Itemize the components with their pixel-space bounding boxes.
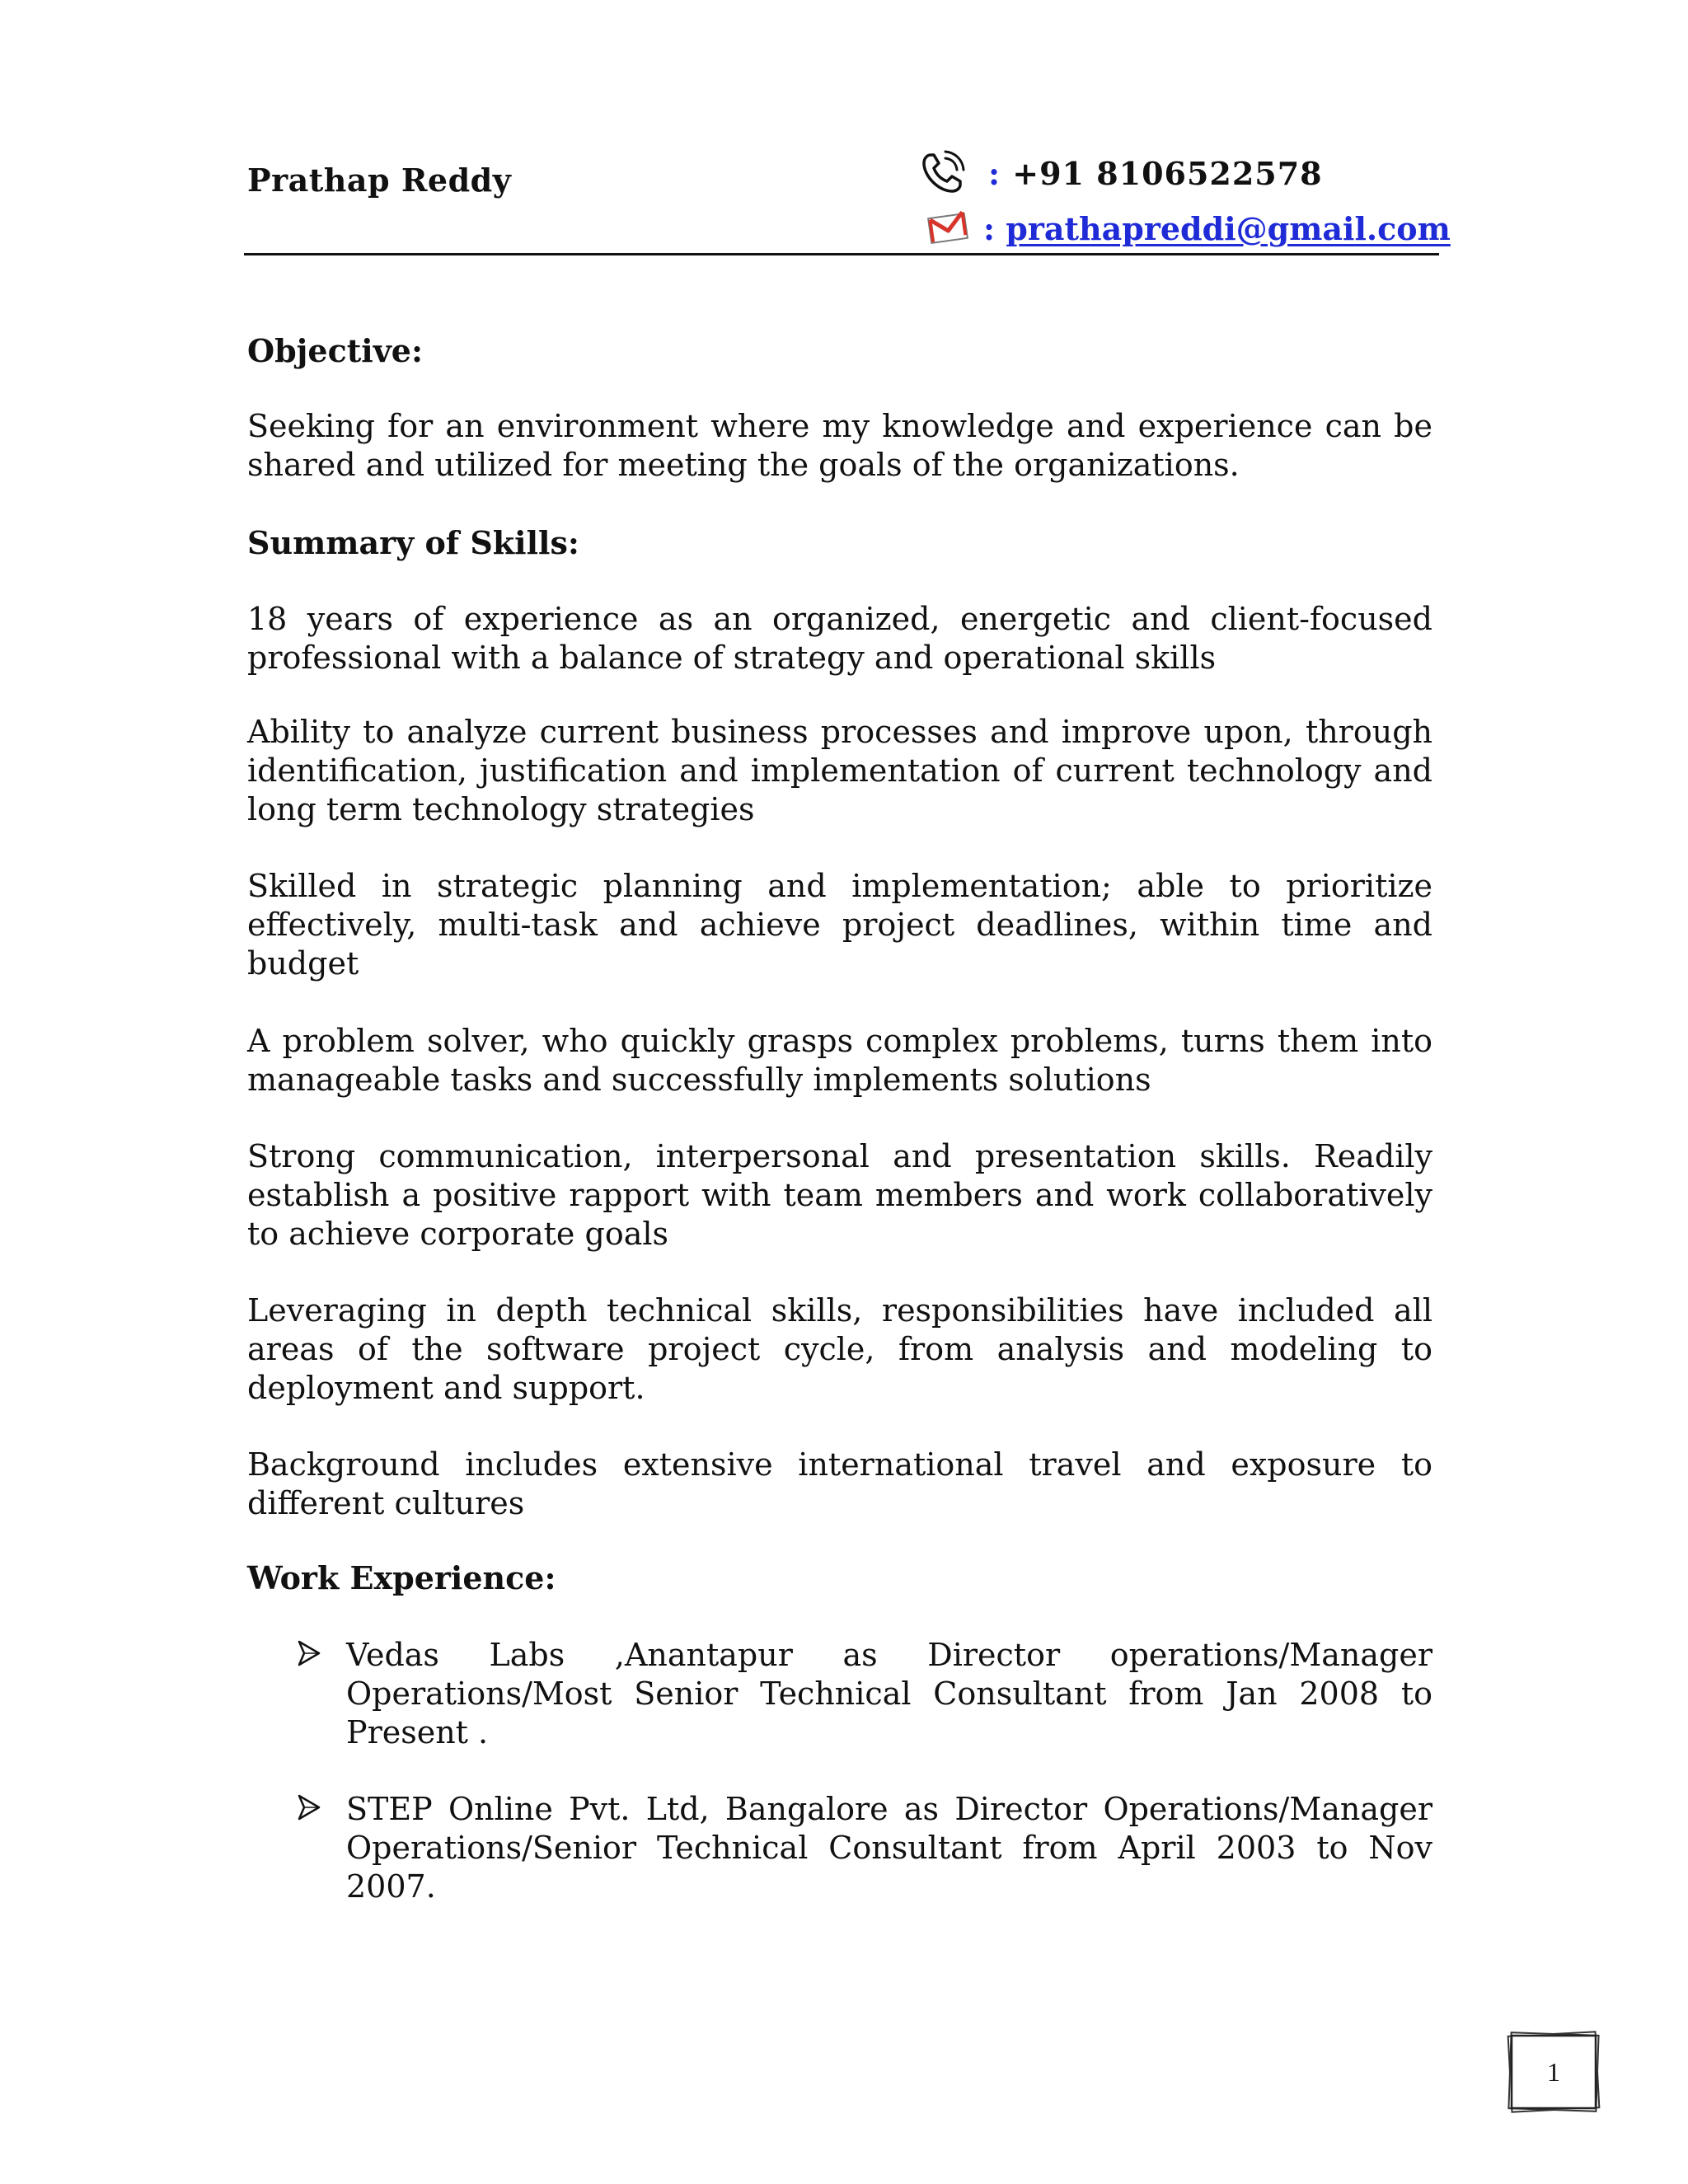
work-heading: Work Experience: xyxy=(247,1559,556,1596)
skills-heading: Summary of Skills: xyxy=(247,524,579,561)
work-item xyxy=(297,1790,1432,1906)
arrow-bullet-icon xyxy=(297,1790,346,1825)
phone-number-line xyxy=(988,155,1323,192)
page-number-box xyxy=(1500,2027,1607,2116)
phone-contact xyxy=(919,148,1323,198)
page-number: 1 xyxy=(1547,2056,1560,2087)
work-item xyxy=(297,1636,1432,1752)
phone-colon: : xyxy=(988,154,1001,192)
arrow-bullet-icon xyxy=(297,1636,346,1671)
phone-icon xyxy=(919,150,965,196)
email-link[interactable]: prathapreddi@gmail.com xyxy=(1006,209,1451,247)
email-colon: : xyxy=(983,209,996,247)
phone-number: +91 8106522578 xyxy=(1012,154,1323,192)
email-line xyxy=(983,210,1451,247)
mail-icon xyxy=(927,211,970,246)
skill-paragraph: A problem solver, who quickly grasps complex problems, turns them into manageable tasks and successfully implements solutions xyxy=(247,1023,1432,1098)
skill-paragraph: Skilled in strategic planning and implementation; able to prioritize effectively, multi-task and achieve project deadlines, within time and budget xyxy=(247,868,1432,982)
skill-paragraph: Ability to analyze current business processes and improve upon, through identification, justification and implementation of current technology and long term technology strategies xyxy=(247,714,1432,827)
work-item-text: Vedas Labs ,Anantapur as Director operations/Manager Operations/Most Senior Technical Consultant from Jan 2008 to Present . xyxy=(346,1637,1432,1750)
objective-heading: Objective: xyxy=(247,332,424,369)
header-divider xyxy=(244,253,1439,255)
skill-paragraph: Background includes extensive international travel and exposure to different cultures xyxy=(247,1446,1432,1521)
work-item-text: STEP Online Pvt. Ltd, Bangalore as Director Operations/Manager Operations/Senior Technical Consultant from April 2003 to Nov 2007. xyxy=(346,1791,1432,1905)
skill-paragraph: Strong communication, interpersonal and presentation skills. Readily establish a positive rapport with team members and work collaboratively to achieve corporate goals xyxy=(247,1138,1432,1252)
skill-paragraph: Leveraging in depth technical skills, responsibilities have included all areas of the software project cycle, from analysis and modeling to deployment and support. xyxy=(247,1292,1432,1406)
skill-paragraph: 18 years of experience as an organized, energetic and client-focused professional with a balance of strategy and operational skills xyxy=(247,601,1432,676)
email-contact xyxy=(927,204,1451,252)
candidate-name: Prathap Reddy xyxy=(247,162,512,199)
objective-text: Seeking for an environment where my knowledge and experience can be shared and utilized for meeting the goals of the organizations. xyxy=(247,408,1432,483)
